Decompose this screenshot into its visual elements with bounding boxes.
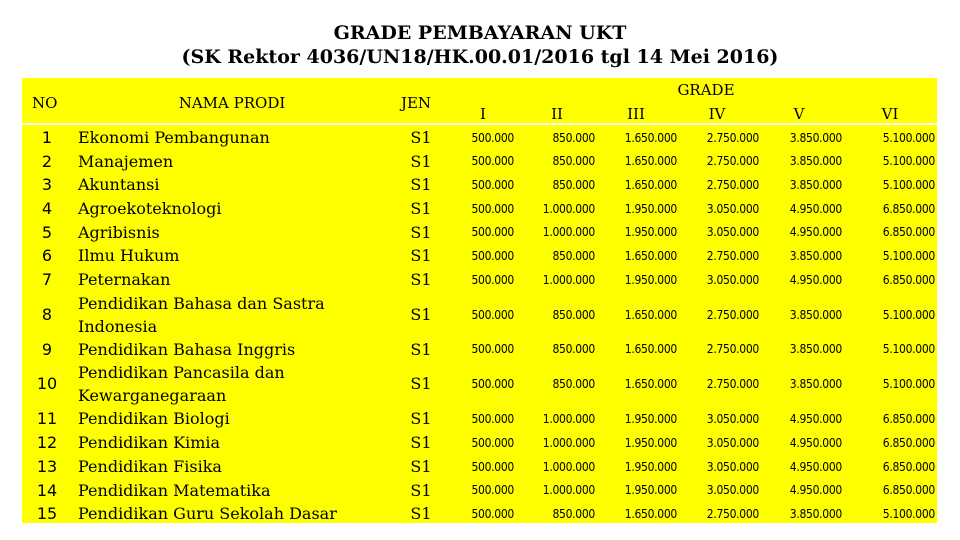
grade-6-amount: 6.850.000 [882, 436, 935, 450]
grade-5-amount: 3.850.000 [789, 342, 842, 356]
row-number: 8 [41, 305, 53, 324]
table-row [22, 431, 937, 455]
table-row [22, 407, 937, 431]
grade-5-amount: 3.850.000 [789, 178, 842, 192]
table-row [22, 221, 937, 244]
grade-1-amount: 500.000 [471, 178, 514, 192]
grade-6-amount: 6.850.000 [882, 412, 935, 426]
table-row [22, 502, 937, 526]
table-row [22, 197, 937, 221]
page-subtitle: (SK Rektor 4036/UN18/HK.00.01/2016 tgl 14 Mei 2016) [181, 46, 779, 68]
grade-1-amount: 500.000 [471, 460, 514, 474]
grade-4-amount: 3.050.000 [706, 460, 759, 474]
table-row [22, 126, 937, 150]
header-grade-3: III [627, 105, 645, 123]
grade-5-amount: 4.950.000 [789, 225, 842, 239]
header-divider [22, 123, 937, 125]
page-title: GRADE PEMBAYARAN UKT [333, 22, 627, 44]
row-number: 1 [41, 128, 53, 147]
study-program-name: Agribisnis [78, 223, 160, 242]
row-number: 5 [41, 223, 53, 242]
grade-3-amount: 1.650.000 [624, 308, 677, 322]
grade-4-amount: 2.750.000 [706, 342, 759, 356]
grade-2-amount: 850.000 [552, 178, 595, 192]
header-grade-6: VI [881, 105, 899, 123]
grade-5-amount: 4.950.000 [789, 412, 842, 426]
degree-level: S1 [410, 409, 432, 428]
row-number: 6 [41, 246, 53, 265]
grade-3-amount: 1.650.000 [624, 342, 677, 356]
grade-4-amount: 2.750.000 [706, 249, 759, 263]
table-row [22, 173, 937, 197]
grade-2-amount: 850.000 [552, 377, 595, 391]
header-grade: GRADE [677, 81, 735, 99]
grade-2-amount: 1.000.000 [542, 436, 595, 450]
grade-1-amount: 500.000 [471, 483, 514, 497]
grade-1-amount: 500.000 [471, 131, 514, 145]
grade-2-amount: 850.000 [552, 154, 595, 168]
grade-3-amount: 1.650.000 [624, 507, 677, 521]
grade-4-amount: 2.750.000 [706, 308, 759, 322]
study-program-name: Pendidikan Guru Sekolah Dasar [78, 504, 337, 523]
degree-level: S1 [410, 433, 432, 452]
grade-6-amount: 5.100.000 [882, 342, 935, 356]
table-row [22, 455, 937, 479]
degree-level: S1 [410, 199, 432, 218]
grade-4-amount: 3.050.000 [706, 202, 759, 216]
header-jen: JEN [400, 94, 432, 112]
row-number: 10 [36, 374, 58, 393]
grade-4-amount: 3.050.000 [706, 225, 759, 239]
grade-6-amount: 5.100.000 [882, 249, 935, 263]
grade-3-amount: 1.950.000 [624, 273, 677, 287]
grade-3-amount: 1.650.000 [624, 249, 677, 263]
study-program-name: Akuntansi [78, 175, 160, 194]
table-row [22, 150, 937, 173]
study-program-name: Pendidikan Bahasa dan Sastra Indonesia [78, 294, 325, 336]
grade-5-amount: 4.950.000 [789, 460, 842, 474]
study-program-name: Ekonomi Pembangunan [78, 128, 270, 147]
header-grade-1: I [480, 105, 486, 123]
study-program-name: Pendidikan Pancasila dan Kewarganegaraan [78, 363, 285, 405]
grade-6-amount: 5.100.000 [882, 377, 935, 391]
row-number: 13 [36, 457, 58, 476]
row-number: 11 [36, 409, 58, 428]
grade-6-amount: 6.850.000 [882, 225, 935, 239]
grade-4-amount: 2.750.000 [706, 507, 759, 521]
degree-level: S1 [410, 340, 432, 359]
grade-6-amount: 5.100.000 [882, 178, 935, 192]
study-program-name: Agroekoteknologi [78, 199, 222, 218]
grade-6-amount: 5.100.000 [882, 507, 935, 521]
grade-5-amount: 3.850.000 [789, 249, 842, 263]
study-program-name: Pendidikan Fisika [78, 457, 222, 476]
row-number: 15 [36, 504, 58, 523]
degree-level: S1 [410, 223, 432, 242]
grade-5-amount: 3.850.000 [789, 377, 842, 391]
header-grade-4: IV [708, 105, 726, 123]
grade-1-amount: 500.000 [471, 202, 514, 216]
table-row [22, 361, 937, 407]
grade-5-amount: 3.850.000 [789, 308, 842, 322]
degree-level: S1 [410, 246, 432, 265]
grade-2-amount: 1.000.000 [542, 412, 595, 426]
row-number: 9 [41, 340, 53, 359]
table-row [22, 479, 937, 502]
table-row [22, 268, 937, 292]
grade-3-amount: 1.650.000 [624, 377, 677, 391]
degree-level: S1 [410, 374, 432, 393]
grade-1-amount: 500.000 [471, 308, 514, 322]
grade-6-amount: 6.850.000 [882, 460, 935, 474]
header-grade-2: II [551, 105, 563, 123]
grade-3-amount: 1.950.000 [624, 202, 677, 216]
row-number: 2 [41, 152, 53, 171]
study-program-name: Pendidikan Bahasa Inggris [78, 340, 296, 359]
degree-level: S1 [410, 504, 432, 523]
grade-3-amount: 1.950.000 [624, 412, 677, 426]
study-program-name: Pendidikan Matematika [78, 481, 271, 500]
row-number: 3 [41, 175, 53, 194]
grade-1-amount: 500.000 [471, 273, 514, 287]
grade-2-amount: 850.000 [552, 131, 595, 145]
degree-level: S1 [410, 305, 432, 324]
grade-5-amount: 4.950.000 [789, 202, 842, 216]
grade-4-amount: 3.050.000 [706, 273, 759, 287]
grade-1-amount: 500.000 [471, 342, 514, 356]
grade-6-amount: 6.850.000 [882, 202, 935, 216]
degree-level: S1 [410, 175, 432, 194]
degree-level: S1 [410, 481, 432, 500]
grade-1-amount: 500.000 [471, 507, 514, 521]
grade-1-amount: 500.000 [471, 436, 514, 450]
grade-1-amount: 500.000 [471, 412, 514, 426]
row-number: 7 [41, 270, 53, 289]
grade-4-amount: 2.750.000 [706, 377, 759, 391]
header-grade-5: V [793, 105, 805, 123]
header-nama-prodi: NAMA PRODI [178, 94, 286, 112]
grade-2-amount: 850.000 [552, 308, 595, 322]
grade-1-amount: 500.000 [471, 154, 514, 168]
grade-3-amount: 1.650.000 [624, 178, 677, 192]
degree-level: S1 [410, 270, 432, 289]
grade-4-amount: 3.050.000 [706, 412, 759, 426]
grade-5-amount: 3.850.000 [789, 507, 842, 521]
grade-5-amount: 4.950.000 [789, 483, 842, 497]
degree-level: S1 [410, 128, 432, 147]
grade-4-amount: 2.750.000 [706, 131, 759, 145]
grade-4-amount: 3.050.000 [706, 436, 759, 450]
grade-6-amount: 5.100.000 [882, 154, 935, 168]
grade-6-amount: 6.850.000 [882, 273, 935, 287]
grade-6-amount: 5.100.000 [882, 308, 935, 322]
ukt-grade-table [22, 78, 937, 523]
grade-6-amount: 5.100.000 [882, 131, 935, 145]
grade-4-amount: 3.050.000 [706, 483, 759, 497]
grade-2-amount: 850.000 [552, 507, 595, 521]
degree-level: S1 [410, 457, 432, 476]
grade-3-amount: 1.950.000 [624, 225, 677, 239]
table-row [22, 244, 937, 268]
grade-3-amount: 1.650.000 [624, 154, 677, 168]
study-program-name: Manajemen [78, 152, 174, 171]
row-number: 14 [36, 481, 58, 500]
grade-1-amount: 500.000 [471, 249, 514, 263]
grade-2-amount: 1.000.000 [542, 460, 595, 474]
header-no: NO [32, 94, 58, 112]
table-row [22, 292, 937, 338]
grade-5-amount: 4.950.000 [789, 436, 842, 450]
grade-2-amount: 1.000.000 [542, 273, 595, 287]
grade-3-amount: 1.950.000 [624, 460, 677, 474]
grade-2-amount: 1.000.000 [542, 483, 595, 497]
row-number: 4 [41, 199, 53, 218]
grade-1-amount: 500.000 [471, 377, 514, 391]
table-row [22, 338, 937, 361]
study-program-name: Ilmu Hukum [78, 246, 180, 265]
study-program-name: Pendidikan Biologi [78, 409, 230, 428]
grade-2-amount: 1.000.000 [542, 202, 595, 216]
degree-level: S1 [410, 152, 432, 171]
grade-2-amount: 850.000 [552, 249, 595, 263]
study-program-name: Pendidikan Kimia [78, 433, 221, 452]
grade-3-amount: 1.950.000 [624, 436, 677, 450]
grade-5-amount: 3.850.000 [789, 154, 842, 168]
grade-2-amount: 850.000 [552, 342, 595, 356]
row-number: 12 [36, 433, 58, 452]
grade-3-amount: 1.950.000 [624, 483, 677, 497]
study-program-name: Peternakan [78, 270, 171, 289]
grade-6-amount: 6.850.000 [882, 483, 935, 497]
grade-5-amount: 3.850.000 [789, 131, 842, 145]
grade-3-amount: 1.650.000 [624, 131, 677, 145]
grade-4-amount: 2.750.000 [706, 178, 759, 192]
grade-1-amount: 500.000 [471, 225, 514, 239]
grade-5-amount: 4.950.000 [789, 273, 842, 287]
grade-4-amount: 2.750.000 [706, 154, 759, 168]
grade-2-amount: 1.000.000 [542, 225, 595, 239]
